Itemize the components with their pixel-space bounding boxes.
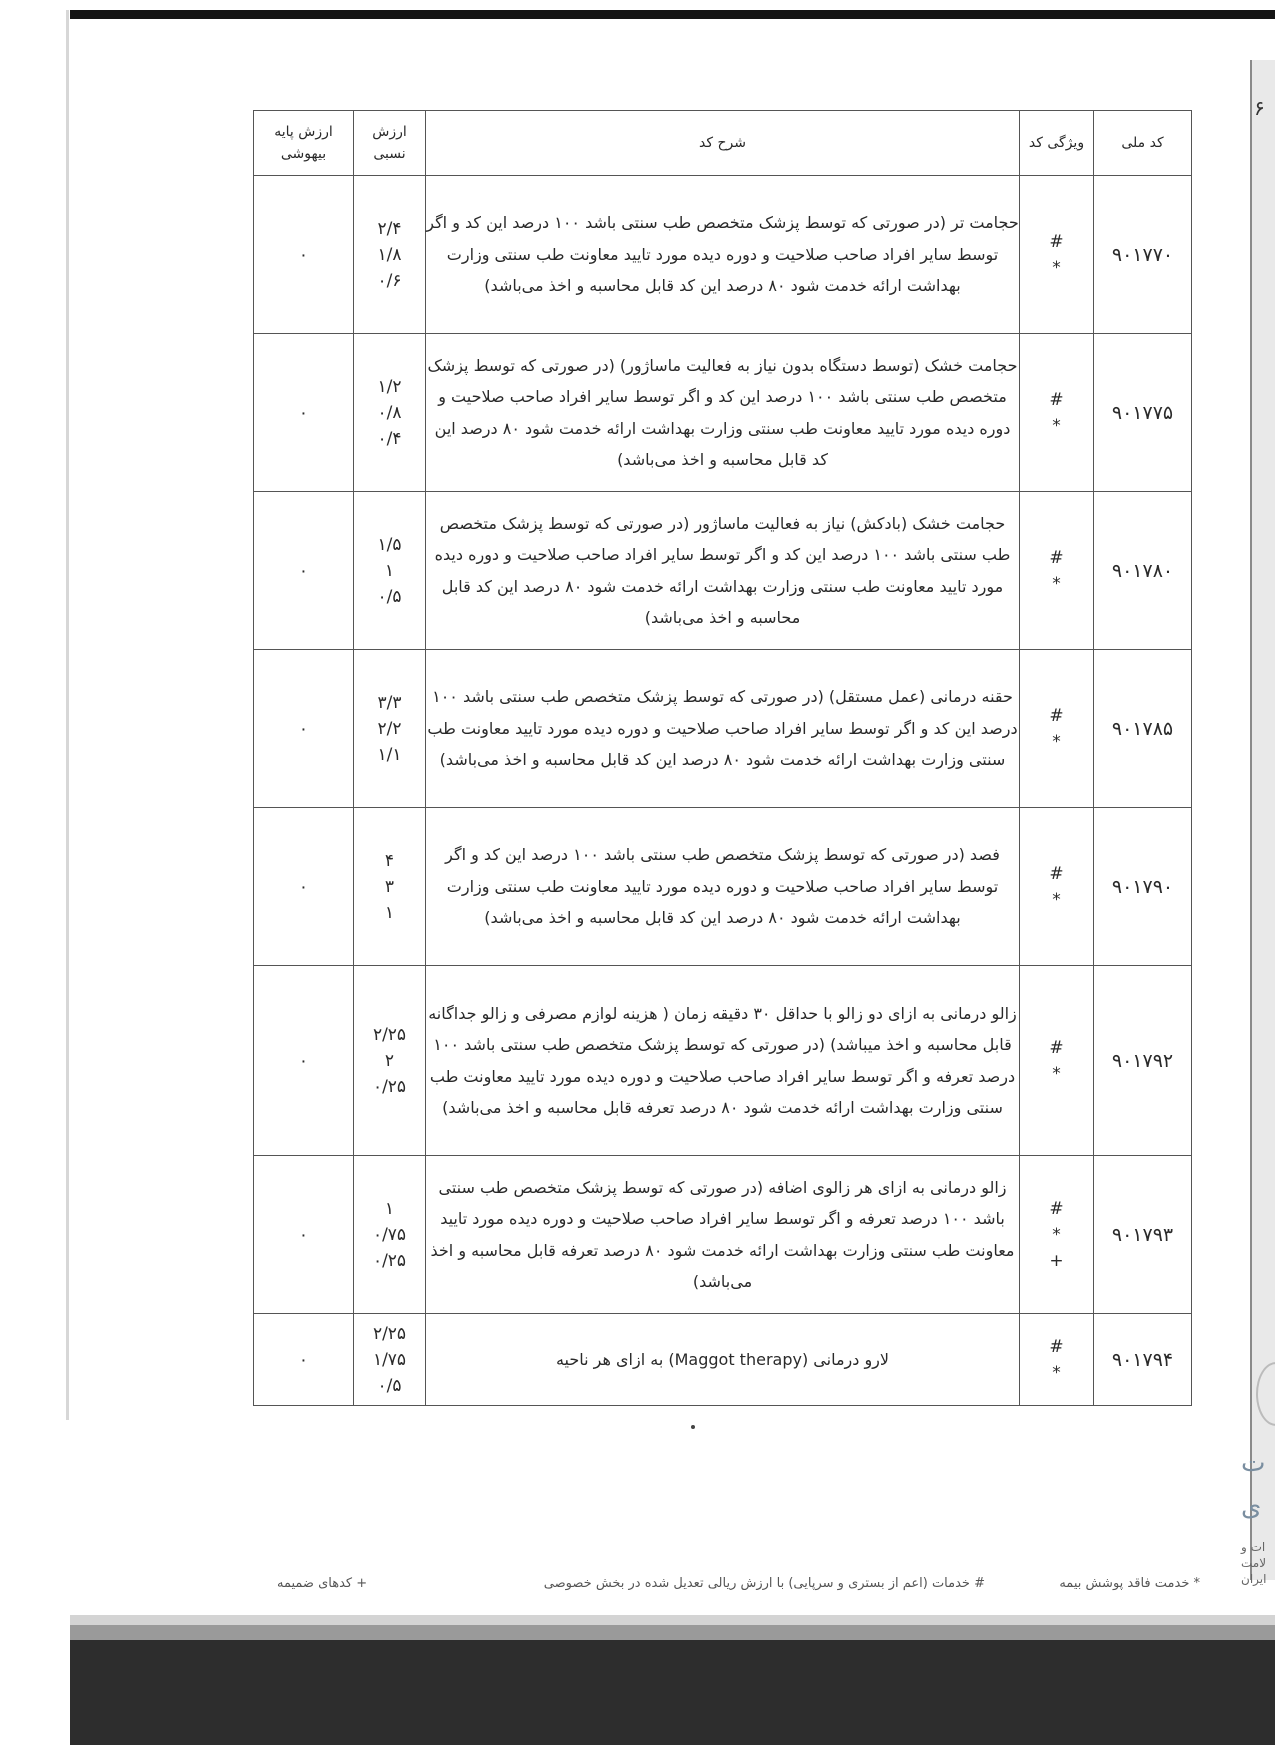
relative-value: ۱ xyxy=(384,902,395,923)
relative-value: ۰/۷۵ xyxy=(372,1224,407,1245)
relative-value: ۳/۳ xyxy=(377,692,402,713)
table-row xyxy=(254,808,1192,966)
feature-cell xyxy=(1020,650,1094,808)
header-national-code: کد ملی xyxy=(1094,111,1192,176)
table-row xyxy=(254,334,1192,492)
feature-mark: # xyxy=(1049,705,1064,726)
relative-value: ۱/۵ xyxy=(377,534,402,555)
relative-value: ۲ xyxy=(384,1050,395,1071)
header-code-description: شرح کد xyxy=(426,111,1020,176)
relative-value: ۰/۶ xyxy=(377,270,402,291)
relative-value-cell xyxy=(354,1314,426,1406)
relative-value-cell xyxy=(354,1156,426,1314)
description-cell: حجامت خشک (بادکش) نیاز به فعالیت ماساژور (در صورتی که توسط پزشک متخصص طب سنتی باشد ۱۰۰ درصد این کد و اگر توسط سایر افراد صاحب صلاحیت و دوره دیده مورد تایید معاونت طب سنتی وزارت بهداشت ارائه خدمت شود ۸۰ درصد این کد قابل محاسبه و اخذ می‌باشد) xyxy=(426,492,1020,650)
anesthesia-value-cell: ۰ xyxy=(254,176,354,334)
feature-cell xyxy=(1020,492,1094,650)
relative-value: ۲/۲ xyxy=(377,718,402,739)
footnote-private-sector: # خدمات (اعم از بستری و سرپایی) با ارزش ریالی تعدیل شده در بخش خصوصی xyxy=(543,1576,985,1591)
footer-legend xyxy=(265,1576,1200,1596)
anesthesia-value-cell: ۰ xyxy=(254,808,354,966)
relative-value: ۰/۵ xyxy=(377,586,402,607)
scan-right-edge-line xyxy=(1250,60,1252,1580)
scan-left-edge xyxy=(66,10,69,1420)
relative-value: ۲/۴ xyxy=(377,218,402,239)
description-cell: حجامت خشک (توسط دستگاه بدون نیاز به فعالیت ماساژور) (در صورتی که توسط پزشک متخصص طب سنتی باشد ۱۰۰ درصد این کد و اگر توسط سایر افراد صاحب صلاحیت و دوره دیده مورد تایید معاونت طب سنتی وزارت بهداشت ارائه خدمت شود ۸۰ درصد این کد قابل محاسبه و اخذ می‌باشد) xyxy=(426,334,1020,492)
feature-mark: # xyxy=(1049,547,1064,568)
anesthesia-value-cell: ۰ xyxy=(254,492,354,650)
relative-value: ۴ xyxy=(384,850,395,871)
relative-value: ۱/۲ xyxy=(377,376,402,397)
table-row xyxy=(254,176,1192,334)
margin-fragment: ات و xyxy=(1241,1540,1266,1554)
margin-fragment: ت xyxy=(1241,1448,1266,1478)
feature-mark: # xyxy=(1049,1336,1064,1357)
header-relative-value-line1: ارزش xyxy=(372,124,407,140)
scan-bottom-edge-dark xyxy=(70,1640,1275,1745)
margin-fragment: لامت xyxy=(1241,1556,1267,1570)
description-cell: زالو درمانی به ازای هر زالوی اضافه (در صورتی که توسط پزشک متخصص طب سنتی باشد ۱۰۰ درصد تعرفه و اگر توسط سایر افراد صاحب صلاحیت و دوره دیده مورد تایید معاونت طب سنتی وزارت بهداشت ارائه خدمت شود ۸۰ درصد تعرفه قابل محاسبه و اخذ می‌باشد) xyxy=(426,1156,1020,1314)
national-code-cell: ۹۰۱۷۸۵ xyxy=(1094,650,1192,808)
table-header-row xyxy=(254,111,1192,176)
relative-value-cell xyxy=(354,966,426,1156)
header-relative-value xyxy=(354,111,426,176)
feature-mark: * xyxy=(1052,731,1061,752)
relative-value: ۰/۸ xyxy=(377,402,402,423)
scan-top-edge xyxy=(70,10,1275,19)
feature-mark: # xyxy=(1049,1037,1064,1058)
description-cell: زالو درمانی به ازای دو زالو با حداقل ۳۰ دقیقه زمان ( هزینه لوازم مصرفی و زالو جداگانه قابل محاسبه و اخذ میباشد) (در صورتی که توسط پزشک متخصص طب سنتی باشد ۱۰۰ درصد تعرفه و اگر توسط سایر افراد صاحب صلاحیت و دوره دیده مورد تایید معاونت طب سنتی وزارت بهداشت ارائه خدمت شود ۸۰ درصد تعرفه قابل محاسبه و اخذ می‌باشد) xyxy=(426,966,1020,1156)
description-cell: لارو درمانی (Maggot therapy) به ازای هر ناحیه xyxy=(426,1314,1020,1406)
header-anesthesia-base-value xyxy=(254,111,354,176)
table-row xyxy=(254,1156,1192,1314)
relative-value-cell xyxy=(354,492,426,650)
feature-cell xyxy=(1020,1314,1094,1406)
feature-mark: * xyxy=(1052,415,1061,436)
feature-mark: * xyxy=(1052,573,1061,594)
scan-bottom-edge-light xyxy=(70,1615,1275,1625)
header-anesthesia-line1: ارزش پایه xyxy=(274,124,333,140)
scan-speck xyxy=(691,1425,695,1429)
feature-cell xyxy=(1020,808,1094,966)
feature-mark: * xyxy=(1052,1063,1061,1084)
relative-value-cell xyxy=(354,176,426,334)
anesthesia-value-cell: ۰ xyxy=(254,1156,354,1314)
national-code-cell: ۹۰۱۷۸۰ xyxy=(1094,492,1192,650)
relative-value: ۱/۸ xyxy=(377,244,402,265)
footnote-no-insurance: * خدمت فاقد پوشش بیمه xyxy=(1059,1576,1200,1591)
feature-mark: # xyxy=(1049,863,1064,884)
description-cell: حقنه درمانی (عمل مستقل) (در صورتی که توسط پزشک متخصص طب سنتی باشد ۱۰۰ درصد این کد و اگر توسط سایر افراد صاحب صلاحیت و دوره دیده مورد تایید معاونت طب سنتی وزارت بهداشت ارائه خدمت شود ۸۰ درصد این کد قابل محاسبه و اخذ می‌باشد) xyxy=(426,650,1020,808)
feature-mark: * xyxy=(1052,257,1061,278)
header-code-feature: ویژگی کد xyxy=(1020,111,1094,176)
feature-mark: + xyxy=(1049,1250,1064,1271)
national-code-cell: ۹۰۱۷۷۰ xyxy=(1094,176,1192,334)
national-code-cell: ۹۰۱۷۹۰ xyxy=(1094,808,1192,966)
relative-value: ۱ xyxy=(384,1198,395,1219)
relative-value: ۰/۲۵ xyxy=(372,1076,407,1097)
feature-mark: * xyxy=(1052,1224,1061,1245)
header-relative-value-line2: نسبی xyxy=(373,146,406,162)
description-cell: حجامت تر (در صورتی که توسط پزشک متخصص طب سنتی باشد ۱۰۰ درصد این کد و اگر توسط سایر افراد صاحب صلاحیت و دوره دیده مورد تایید معاونت طب سنتی وزارت بهداشت ارائه خدمت شود ۸۰ درصد این کد قابل محاسبه و اخذ می‌باشد) xyxy=(426,176,1020,334)
table-row xyxy=(254,966,1192,1156)
margin-fragment: ی xyxy=(1241,1492,1262,1522)
description-cell: فصد (در صورتی که توسط پزشک متخصص طب سنتی باشد ۱۰۰ درصد این کد و اگر توسط سایر افراد صاحب صلاحیت و دوره دیده مورد تایید معاونت طب سنتی وزارت بهداشت ارائه خدمت شود ۸۰ درصد این کد قابل محاسبه و اخذ می‌باشد) xyxy=(426,808,1020,966)
table-row xyxy=(254,650,1192,808)
national-code-cell: ۹۰۱۷۷۵ xyxy=(1094,334,1192,492)
feature-mark: # xyxy=(1049,389,1064,410)
anesthesia-value-cell: ۰ xyxy=(254,334,354,492)
margin-fragment: ایران xyxy=(1241,1572,1267,1586)
relative-value: ۱/۱ xyxy=(377,744,402,765)
relative-value: ۳ xyxy=(384,876,395,897)
header-anesthesia-line2: بیهوشی xyxy=(280,146,327,162)
relative-value: ۰/۵ xyxy=(377,1375,402,1396)
relative-value: ۲/۲۵ xyxy=(372,1323,407,1344)
feature-mark: * xyxy=(1052,1362,1061,1383)
tariff-code-table xyxy=(253,110,1192,1406)
table-row xyxy=(254,1314,1192,1406)
table-row xyxy=(254,492,1192,650)
national-code-cell: ۹۰۱۷۹۲ xyxy=(1094,966,1192,1156)
relative-value: ۲/۲۵ xyxy=(372,1024,407,1045)
relative-value: ۰/۲۵ xyxy=(372,1250,407,1271)
scan-right-edge xyxy=(1252,60,1275,1580)
national-code-cell: ۹۰۱۷۹۴ xyxy=(1094,1314,1192,1406)
relative-value-cell xyxy=(354,650,426,808)
relative-value: ۱ xyxy=(384,560,395,581)
feature-mark: # xyxy=(1049,1198,1064,1219)
feature-mark: # xyxy=(1049,231,1064,252)
relative-value: ۱/۷۵ xyxy=(372,1349,407,1370)
footnote-attached-codes: + کدهای ضمیمه xyxy=(277,1576,368,1591)
feature-cell xyxy=(1020,966,1094,1156)
relative-value-cell xyxy=(354,808,426,966)
anesthesia-value-cell: ۰ xyxy=(254,966,354,1156)
national-code-cell: ۹۰۱۷۹۳ xyxy=(1094,1156,1192,1314)
feature-cell xyxy=(1020,334,1094,492)
feature-cell xyxy=(1020,176,1094,334)
page-number: ۶ xyxy=(1254,96,1265,120)
relative-value: ۰/۴ xyxy=(377,428,402,449)
feature-cell xyxy=(1020,1156,1094,1314)
feature-mark: * xyxy=(1052,889,1061,910)
anesthesia-value-cell: ۰ xyxy=(254,650,354,808)
anesthesia-value-cell: ۰ xyxy=(254,1314,354,1406)
relative-value-cell xyxy=(354,334,426,492)
